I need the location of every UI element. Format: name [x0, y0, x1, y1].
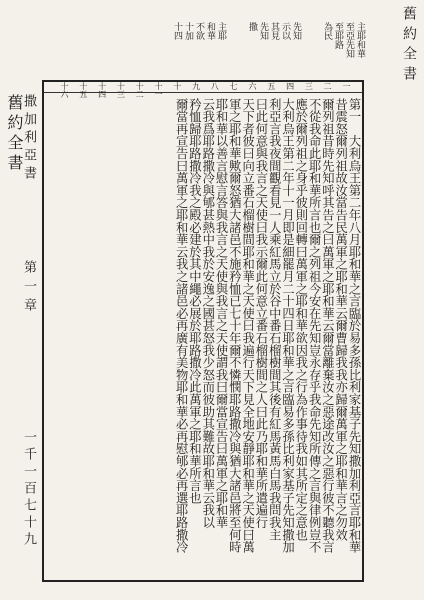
verse-number: 十五	[78, 82, 88, 98]
margin-note: 為民	[322, 22, 332, 40]
text-line: 利亞言我夜間觀看見一人乘紅馬立於谷中番石榴樹間其後有紅馬黃馬白馬我問我主	[267, 98, 282, 541]
verse-number: 十一	[153, 82, 163, 98]
text-line: 矜恤歸耶路撒冷我之殿必建於其中繩必展於耶路撒冷此萬軍之耶和華所言也	[187, 98, 202, 504]
text-line: 天下者彼曰向立番石榴樹間耶和華之天使曰我遍行天下見全地安靜耶和華之天使曰萬	[240, 98, 255, 554]
text-line: 應於爾列祖之身乎彼則回轉曰萬軍之耶和華欲因我之行為作事待我如其所定之意也	[293, 98, 308, 541]
margin-note	[227, 22, 245, 58]
verse-number: 八	[210, 82, 220, 90]
text-line: 不從我命此耶和華所言也爾之列祖今安在先知豈永存乎我命先知所傳之言與律例豈不	[307, 98, 322, 554]
verse-number: 一	[341, 82, 351, 90]
margin-notes	[172, 22, 364, 58]
margin-note: 主耶	[216, 22, 226, 40]
verse-number: 七	[229, 82, 239, 90]
margin-note: 先知	[258, 22, 268, 40]
text-line: 昔震怒爾列祖故汝當告民萬軍之耶和華云爾曹歸我我亦歸爾萬軍之耶和華言之勿效	[333, 98, 348, 541]
text-line: 爾列祖昔時先知呼其告之曰萬軍之耶和華云爾當離棄汝之惡途改汝之惡行彼不聽我言	[320, 98, 335, 554]
verse-number: 二	[323, 82, 333, 90]
verse-number: 十六	[60, 82, 69, 98]
margin-note: 示以	[280, 22, 290, 40]
verse-number-strip	[60, 82, 350, 98]
margin-note: 其見	[269, 22, 279, 40]
margin-note: 不欲	[194, 22, 204, 40]
body-text	[175, 98, 360, 578]
verse-number: 十三	[116, 82, 126, 98]
book-title: 舊約全書	[401, 6, 417, 86]
verse-number: 九	[191, 82, 201, 90]
margin-note: 主耶和華	[355, 22, 365, 58]
margin-note: 和華	[205, 22, 215, 40]
margin-note: 十加	[183, 22, 193, 40]
text-line: 軍之耶和華歟爾怒猶大諸邑不施矜恤已七十年爾不憐憫耶路撒冷與猶大諸邑將至何時	[227, 98, 242, 554]
margin-note: 撒	[247, 22, 257, 31]
verse-number: 三	[304, 82, 314, 90]
text-line: 耶和華以善言慰言答與我言之天使與我言之天使謂我曰爾當宣告曰萬軍之耶和華	[214, 98, 229, 529]
side-book-title: 舊約全書	[5, 94, 24, 174]
verse-number: 四	[285, 82, 295, 90]
text-line: 爾當再宣告曰萬軍之耶和華云我之諸邑必再廣有美物耶和華必再慰郇必再選耶路撒冷	[174, 98, 189, 554]
margin-note	[302, 22, 320, 58]
text-line: 曰此何意與我言之天使曰我示爾此何意立番石榴樹間之人曰此乃耶和華所遣遍行	[253, 98, 268, 529]
verse-number: 五	[266, 82, 276, 90]
margin-note: 先知	[291, 22, 301, 40]
verse-number: 六	[247, 82, 257, 90]
verse-number: 十四	[97, 82, 107, 98]
margin-note: 至耶路	[333, 22, 343, 49]
text-line: 云我爲耶路撒冷與郇甚熱中我於安逸之國甚怒我少怒而彼助其難故耶和華云我以	[200, 98, 215, 529]
chapter-label: 第一章	[21, 260, 36, 317]
page-number: 一千一百七十九	[21, 430, 36, 549]
margin-note: 至亞先知	[344, 22, 354, 58]
verse-number: 十	[172, 82, 182, 90]
margin-note: 十四	[172, 22, 182, 40]
side-book-name: 撒加利亞書	[21, 94, 36, 184]
text-line: 第一 大利烏王第二年八月耶和華之言臨於易多孫比利家基子先知撒加利亞言耶和華	[347, 98, 361, 554]
verse-number: 十二	[135, 82, 145, 98]
text-line: 大利烏王第二年十一月即是細罷月二十四日耶和華之言臨易多孫比利家基子先知撒加	[280, 98, 295, 554]
